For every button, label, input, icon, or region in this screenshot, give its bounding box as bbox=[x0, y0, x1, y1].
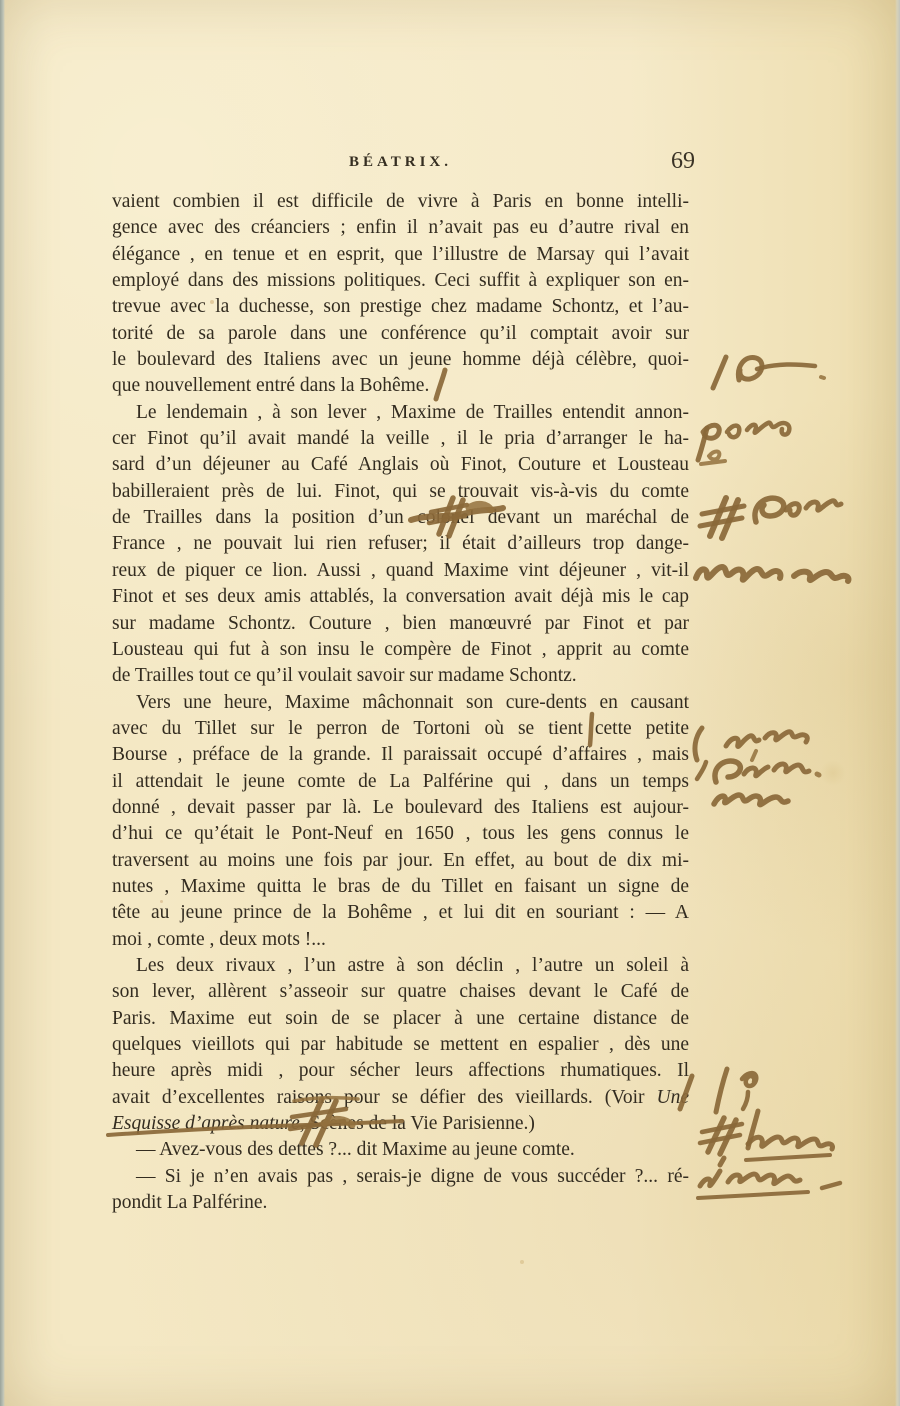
page-header bbox=[112, 148, 695, 184]
text-segment: que nouvellement entré dans la Bohême. bbox=[112, 375, 430, 397]
text-line: pondit La Palférine. bbox=[112, 1192, 268, 1214]
margin-note-homme-daffaires bbox=[688, 1066, 852, 1208]
struck-word: colonel bbox=[417, 507, 475, 529]
ink-strikethrough-esquisse bbox=[112, 1111, 300, 1137]
text-line: élégance , en tenue et en esprit, que l’illustre de Marsay qui l’avait bbox=[112, 243, 689, 265]
text-line: Bourse , préface de la grande. Il paraissait occupé d’affaires , mais bbox=[112, 744, 689, 766]
text-line: babilleraient près de lui. Finot, qui se trouvait vis-à-vis du comte bbox=[112, 480, 689, 502]
text-segment: devant un maréchal de bbox=[474, 507, 690, 529]
text-segment: , Scènes de la Vie Parisienne.) bbox=[299, 1113, 535, 1135]
text-line: donné , devait passer par là. Le boulevard des Italiens est aujour- bbox=[112, 796, 689, 818]
text-line: Les deux rivaux , l’un astre à son déclin , l’autre un soleil à bbox=[136, 954, 689, 976]
text-line: cer Finot qu’il avait mandé la veille , il le pria d’arranger le ha- bbox=[112, 428, 689, 450]
ink-insertion-caret bbox=[429, 390, 445, 391]
text-line: vaient combien il est difficile de vivre à Paris en bonne intelli- bbox=[112, 191, 689, 212]
struck-letter: e bbox=[680, 1086, 689, 1108]
text-line: nutes , Maxime quitta le bras de du Tillet en faisant un signe de bbox=[112, 875, 689, 897]
text-segment: cette petite bbox=[594, 717, 689, 739]
text-line: son lever, allèrent s’asseoir sur quatre chaises devant le Café de bbox=[112, 981, 689, 1003]
ink-deletion-e bbox=[680, 1085, 689, 1111]
text-line: Finot et ses deux amis attablés, la conversation avait déjà mis le cap bbox=[112, 586, 689, 608]
text-line: — Avez-vous des dettes ?... dit Maxime au jeune comte. bbox=[136, 1139, 575, 1161]
text-line bbox=[112, 505, 689, 531]
text-line: le boulevard des Italiens avec un jeune homme déjà célèbre, quoi- bbox=[112, 349, 689, 371]
struck-phrase: Esquisse d’après nature bbox=[112, 1113, 300, 1135]
text-line: reux de piquer ce lion. Aussi , quand Maxime vint déjeuner , vit-il bbox=[112, 559, 689, 581]
text-line: gence avec des créanciers ; enfin il n’avait pas eu d’autre rival en bbox=[112, 217, 689, 239]
text-line bbox=[112, 1111, 689, 1137]
margin-note-de-paris bbox=[693, 352, 853, 470]
text-line: Le lendemain , à son lever , Maxime de Trailles entendit annon- bbox=[136, 401, 689, 423]
text-line: torité de sa parole dans une conférence qu’il comptait avoir sur bbox=[112, 322, 689, 344]
scan-edge-left bbox=[0, 0, 5, 1406]
text-segment: avait d’excellentes raisons pour se défier des vieillards. (Voir bbox=[112, 1086, 657, 1108]
foxing-speck bbox=[520, 1260, 524, 1264]
text-line: Vers une heure, Maxime mâchonnait son cure-dents en causant bbox=[136, 691, 689, 713]
text-line bbox=[112, 373, 689, 399]
text-segment: de Trailles dans la position d’un bbox=[112, 507, 418, 529]
text-line: d’hui ce qu’était le Pont-Neuf en 1650 , tous les gens connus le bbox=[112, 823, 689, 845]
italic-segment: Un bbox=[656, 1086, 681, 1108]
text-line: moi , comte , deux mots !... bbox=[112, 928, 326, 950]
ink-strikethrough-colonel bbox=[417, 505, 474, 531]
text-line: France , ne pouvait lui rien refuser; il était d’ailleurs trop dange- bbox=[112, 533, 689, 555]
page-number: 69 bbox=[671, 148, 695, 174]
text-line: tête au jeune prince de la Bohême , et lui dit en souriant : — A bbox=[112, 902, 689, 924]
running-title: BÉATRIX. bbox=[349, 154, 452, 170]
text-line bbox=[112, 716, 689, 742]
text-line: il attendait le jeune comte de La Palférine qui , dans un temps bbox=[112, 770, 689, 792]
text-line: trevue avec la duchesse, son prestige chez madame Schontz, et l’au- bbox=[112, 296, 689, 318]
margin-note-sous-lieutenant bbox=[686, 492, 866, 604]
text-line: employé dans des missions politiques. Ceci suffit à expliquer son en- bbox=[112, 270, 689, 292]
text-line: de Trailles tout ce qu’il voulait savoir sur madame Schontz. bbox=[112, 665, 577, 687]
text-line bbox=[112, 1085, 689, 1111]
text-line: Lousteau qui fut à son insu le compère de Finot , apprit au comte bbox=[112, 638, 689, 660]
text-line: sur madame Schontz. Couture , bien manœuvré par Finot et par bbox=[112, 612, 689, 634]
text-line: traversent au moins une fois par jour. En effet, au bout de dix mi- bbox=[112, 849, 689, 871]
text-line: Paris. Maxime eut soin de se placer à une certaine distance de bbox=[112, 1007, 689, 1029]
margin-note-speculateurs bbox=[684, 694, 840, 818]
ink-insertion-bar bbox=[583, 733, 595, 734]
text-line: — Si je n’en avais pas , serais-je digne de vous succéder ?... ré- bbox=[136, 1165, 689, 1187]
text-line: heure après midi , pour sécher leurs affections rhumatiques. Il bbox=[112, 1060, 689, 1082]
text-line: sard d’un déjeuner au Café Anglais où Finot, Couture et Lousteau bbox=[112, 454, 689, 476]
text-line: quelques vieillots qui par habitude se mettent en espalier , dès une bbox=[112, 1034, 689, 1055]
text-segment: avec du Tillet sur le perron de Tortoni où se tient bbox=[112, 717, 583, 739]
scan-edge-right bbox=[895, 0, 900, 1406]
stain bbox=[820, 760, 846, 786]
text-block bbox=[112, 189, 689, 1216]
